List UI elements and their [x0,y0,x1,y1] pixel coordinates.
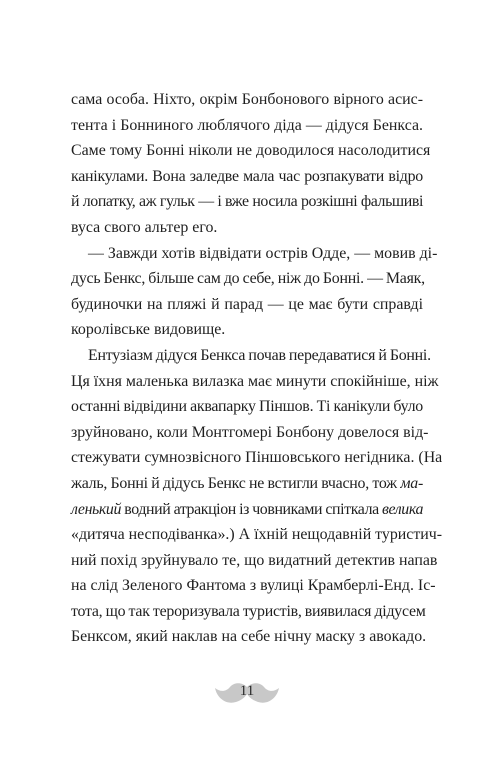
text-line: будиночки на пляжі й парад — це має бути справді [71,295,423,313]
text-line: стежувати сумнозвісного Піншовського негідника. (На [71,449,443,467]
text-line: тента і Бонниного люблячого діда — дідуся Бенкса. [71,116,423,134]
text-line-with-italic [71,497,423,523]
paragraph-3 [71,343,443,650]
text-line: Бенксом, який наклав на себе нічну маску з авокадо. [71,628,427,646]
text-line: зруйновано, коли Монтгомері Бонбону довелося від- [71,423,429,441]
paragraph-2 [71,241,438,343]
text-run: жаль, Бонні й дідусь Бенкс не встигли вчасно, тож [71,474,401,492]
text-line: ний похід зруйнувало те, що видатний детектив напав [71,551,438,569]
text-line: тота, що так тероризувала туристів, виявилася дідусем [71,602,426,620]
italic-run: велика [381,500,423,518]
text-line: «дитяча несподіванка».) А їхній нещодавній туристич- [71,526,443,544]
text-line: й лопатку, аж гульк — і вже носила розкішні фальшиві [71,193,423,211]
text-line: — Завжди хотів відвідати острів Одде, — мовив ді- [88,244,438,262]
italic-run: ма- [400,474,423,492]
text-line: королівське видовище. [71,321,226,339]
text-line: вуса свого альтер его. [71,218,218,236]
italic-run: ленький [71,500,122,518]
text-line: дусь Бенкс, більше сам до себе, ніж до Бонні. — Маяк, [71,270,425,288]
text-line: сама особа. Ніхто, окрім Бонбонового вірного асис- [71,91,423,108]
text-line: останні відвідини аквапарку Піншов. Ті канікули було [71,398,423,416]
text-line: Ця їхня маленька вилазка має минути спокійніше, ніж [71,372,439,390]
text-line: канікулами. Вона заледве мала час розпакувати відро [71,167,423,185]
text-line: Ентузіазм дідуся Бенкса почав передаватися й Бонні. [88,346,431,364]
text-run: водний атракціон із човниками спіткала [121,500,382,518]
text-line: на слід Зеленого Фантома з вулиці Крамберлі-Енд. Іс- [71,577,436,595]
text-line: Саме тому Бонні ніколи не доводилося насолодитися [71,142,431,160]
page-folio [212,678,282,712]
paragraph-1 [71,87,431,241]
text-line-with-italic [71,471,423,497]
body-text [71,87,443,650]
page-number: 11 [239,683,255,699]
